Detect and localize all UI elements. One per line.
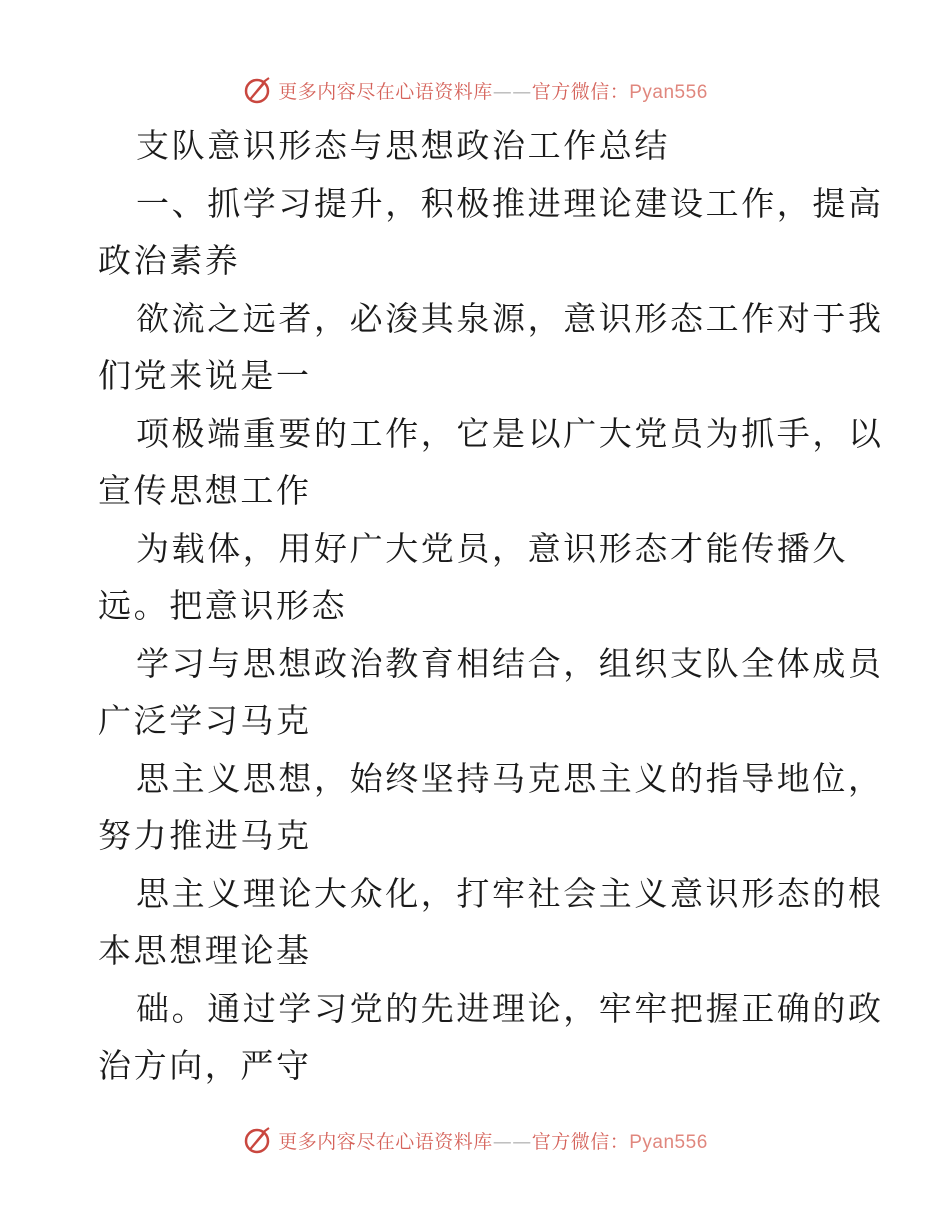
document-title: 支队意识形态与思想政治工作总结 xyxy=(136,126,670,165)
feather-pen-logo-icon xyxy=(242,1125,272,1155)
text-line: 宣传思想工作 xyxy=(98,471,312,510)
document-body xyxy=(98,117,884,1095)
watermark-text: 更多内容尽在心语资料库——官方微信：Pyan556 xyxy=(278,80,708,103)
text-line: 远。把意识形态 xyxy=(98,586,348,625)
text-line: 思主义思想，始终坚持马克思主义的指导地位， xyxy=(136,758,884,798)
text-line: 思主义理论大众化，打牢社会主义意识形态的根 xyxy=(136,873,884,913)
footer-watermark xyxy=(0,1120,950,1160)
header-watermark xyxy=(0,70,950,110)
text-line: 努力推进马克 xyxy=(98,816,312,855)
watermark-text: 更多内容尽在心语资料库——官方微信：Pyan556 xyxy=(278,1130,708,1153)
text-line: 们党来说是一 xyxy=(98,356,312,395)
feather-pen-logo-icon xyxy=(242,75,272,105)
text-line: 广泛学习马克 xyxy=(98,701,312,740)
text-line: 政治素养 xyxy=(98,241,241,280)
text-line: 本思想理论基 xyxy=(98,931,312,970)
text-line: 础。通过学习党的先进理论，牢牢把握正确的政 xyxy=(136,988,884,1028)
text-line: 治方向，严守 xyxy=(98,1046,312,1085)
text-line: 一、抓学习提升，积极推进理论建设工作，提高 xyxy=(136,183,884,223)
text-line: 学习与思想政治教育相结合，组织支队全体成员 xyxy=(136,643,884,683)
text-line: 为载体，用好广大党员，意识形态才能传播久 xyxy=(136,528,848,568)
text-line: 欲流之远者，必浚其泉源，意识形态工作对于我 xyxy=(136,298,884,338)
text-line: 项极端重要的工作，它是以广大党员为抓手，以 xyxy=(136,413,884,453)
